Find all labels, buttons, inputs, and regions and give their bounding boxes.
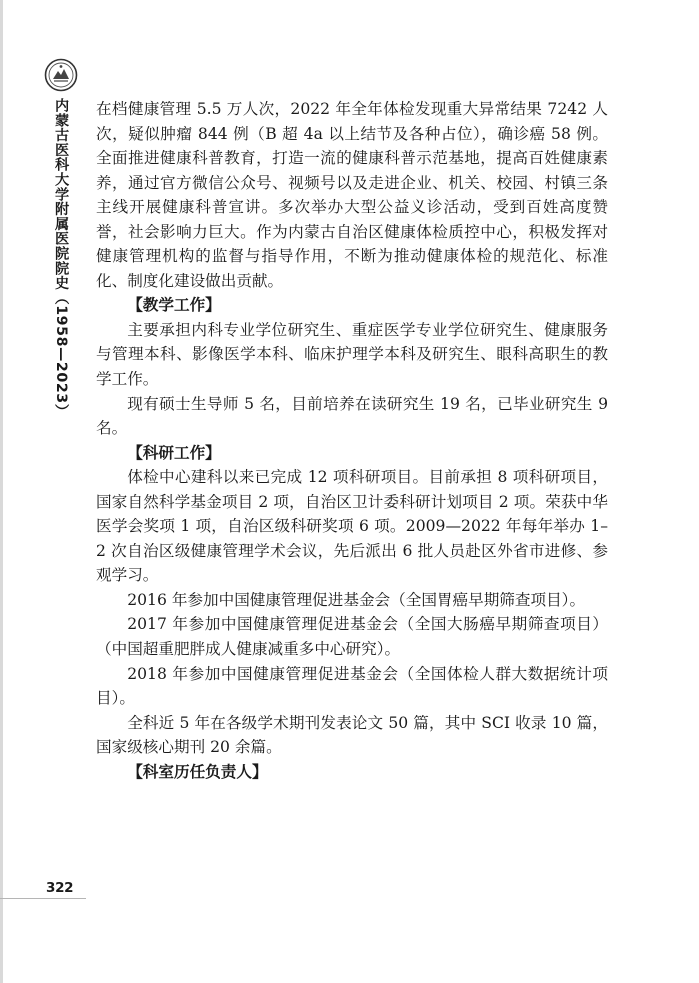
page-number: 322 [46, 880, 74, 896]
paragraph-publications: 全科近 5 年在各级学术期刊发表论文 50 篇，其中 SCI 收录 10 篇，国家级核心期刊 20 余篇。 [96, 713, 608, 757]
paragraph-supervisors: 现有硕士生导师 5 名，目前培养在读研究生 19 名，已毕业研究生 9 名。 [96, 394, 608, 438]
section-heading-research: 【科研工作】 [127, 443, 221, 462]
body-text [96, 97, 608, 784]
page-number-rule [0, 898, 86, 899]
page-edge [0, 0, 3, 983]
section-heading-directors: 【科室历任负责人】 [127, 762, 268, 781]
paragraph-2016-project: 2016 年参加中国健康管理促进基金会（全国胃癌早期筛查项目）。 [127, 590, 586, 609]
hospital-logo-icon [44, 58, 78, 92]
paragraph-2017-project: 2017 年参加中国健康管理促进基金会（全国大肠癌早期筛查项目）（中国超重肥胖成人健康减重多中心研究）。 [96, 615, 608, 659]
paragraph-2018-project: 2018 年参加中国健康管理促进基金会（全国体检人群大数据统计项目）。 [96, 664, 608, 708]
running-head-title: 内蒙古医科大学附属医院院史（1958—2023） [53, 98, 70, 419]
paragraph-research-projects: 体检中心建科以来已完成 12 项科研项目。目前承担 8 项科研项目，国家自然科学基金项目 2 项，自治区卫计委科研计划项目 2 项。荣获中华医学会奖项 1 项，自治区级科研奖项 6 项。2009—2022 年每年举办 1–2 次自治区级健康管理学术会议，先后派出 6 批人员赴区外省市进修、参观学习。 [96, 468, 608, 585]
section-heading-teaching: 【教学工作】 [127, 296, 221, 315]
running-head-rail [42, 58, 80, 419]
paragraph-teaching-duties: 主要承担内科专业学位研究生、重症医学专业学位研究生、健康服务与管理本科、影像医学本科、临床护理学本科及研究生、眼科高职生的教学工作。 [96, 320, 608, 389]
paragraph-health-management-summary: 在档健康管理 5.5 万人次，2022 年全年体检发现重大异常结果 7242 人次，疑似肿瘤 844 例（B 超 4a 以上结节及各种占位），确诊癌 58 例。全面推进健康科普教育，打造一流的健康科普示范基地，提高百姓健康素养，通过官方微信公众号、视频号以及走进企业、机关、校园、村镇三条主线开展健康科普宣讲。多次举办大型公益义诊活动，受到百姓高度赞誉，社会影响力巨大。作为内蒙古自治区健康体检质控中心，积极发挥对健康管理机构的监督与指导作用，不断为推动健康体检的规范化、标准化、制度化建设做出贡献。 [96, 100, 608, 290]
